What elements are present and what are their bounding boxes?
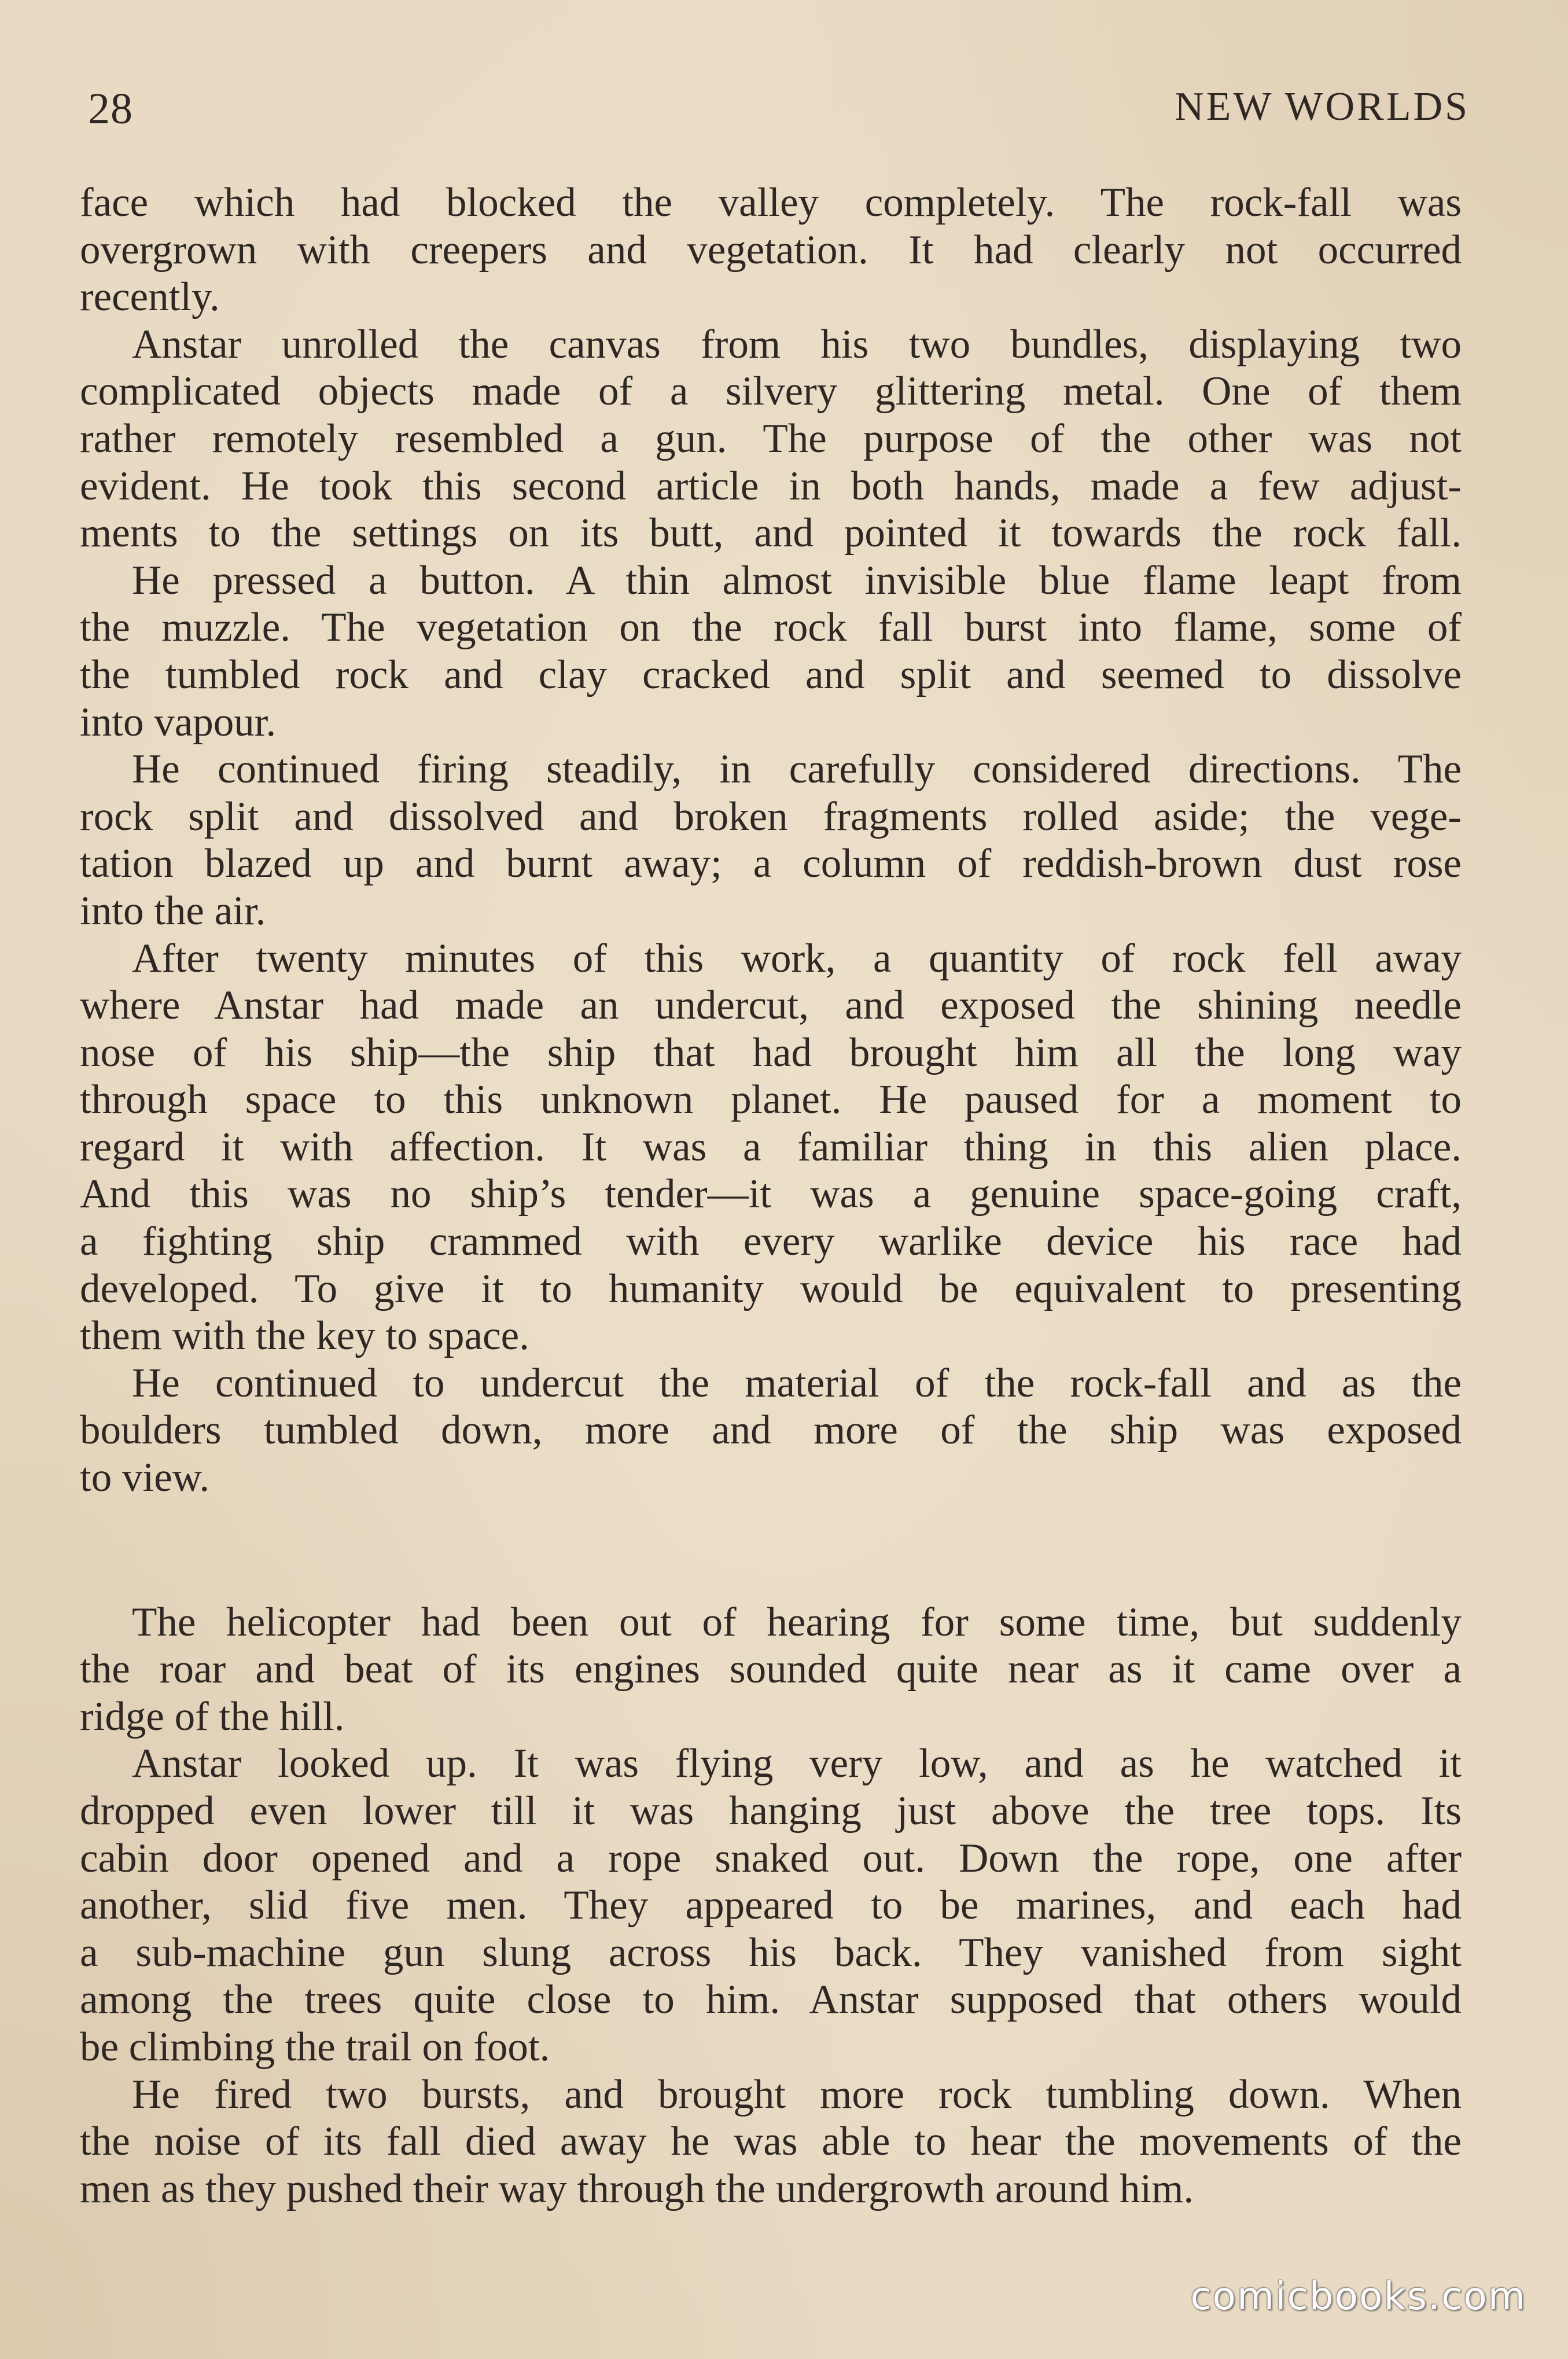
text-line: men as they pushed their way through the undergrowth around him.	[80, 2166, 1194, 2211]
text-line: another, slid five men. They appeared to be marines, and each had	[80, 1883, 1462, 1928]
text-line: be climbing the trail on foot.	[80, 2024, 550, 2070]
text-line: a sub-machine gun slung across his back. They vanished from sight	[80, 1930, 1462, 1975]
text-line: He continued to undercut the material of the rock-fall and as the	[132, 1360, 1462, 1406]
text-line: rather remotely resembled a gun. The purpose of the other was not	[80, 416, 1462, 461]
text-line: among the trees quite close to him. Anstar supposed that others would	[80, 1977, 1462, 2023]
text-line: evident. He took this second article in both hands, made a few adjust-	[80, 463, 1462, 509]
text-line: rock split and dissolved and broken fragments rolled aside; the vege-	[80, 793, 1462, 839]
text-line: cabin door opened and a rope snaked out. Down the rope, one after	[80, 1835, 1462, 1881]
text-line: complicated objects made of a silvery glittering metal. One of them	[80, 369, 1462, 414]
text-line: the noise of its fall died away he was able to hear the movements of the	[80, 2119, 1462, 2165]
text-line: ridge of the hill.	[80, 1693, 345, 1739]
body-text	[80, 179, 1462, 2213]
text-line: to view.	[80, 1455, 210, 1501]
text-line: regard it with affection. It was a familiar thing in this alien place.	[80, 1124, 1462, 1170]
text-line: After twenty minutes of this work, a quantity of rock fell away	[132, 935, 1462, 981]
text-line: where Anstar had made an undercut, and exposed the shining needle	[80, 983, 1462, 1028]
text-line: a fighting ship crammed with every warlike device his race had	[80, 1219, 1462, 1265]
text-line: into the air.	[80, 888, 266, 934]
text-line: He fired two bursts, and brought more rock tumbling down. When	[132, 2071, 1462, 2117]
running-title: NEW WORLDS	[1175, 84, 1470, 129]
text-line: dropped even lower till it was hanging just above the tree tops. Its	[80, 1788, 1462, 1833]
watermark: comicbooks.com	[1190, 2274, 1526, 2318]
text-line: Anstar looked up. It was flying very low, and as he watched it	[132, 1741, 1462, 1787]
text-line: boulders tumbled down, more and more of the ship was exposed	[80, 1408, 1462, 1453]
text-line: He pressed a button. A thin almost invisible blue flame leapt from	[132, 557, 1462, 603]
text-line: overgrown with creepers and vegetation. It had clearly not occurred	[80, 227, 1462, 273]
text-line: the tumbled rock and clay cracked and split and seemed to dissolve	[80, 652, 1462, 697]
text-line: them with the key to space.	[80, 1313, 529, 1359]
text-line: developed. To give it to humanity would be equivalent to presenting	[80, 1266, 1462, 1311]
text-line: face which had blocked the valley completely. The rock-fall was	[80, 180, 1462, 225]
text-line: through space to this unknown planet. He paused for a moment to	[80, 1077, 1462, 1123]
running-head	[88, 84, 1470, 148]
text-line: into vapour.	[80, 699, 277, 745]
text-line: the muzzle. The vegetation on the rock fall burst into flame, some of	[80, 605, 1462, 651]
text-line: nose of his ship—the ship that had brought him all the long way	[80, 1030, 1462, 1075]
text-line: He continued firing steadily, in carefully considered directions. The	[132, 747, 1462, 792]
text-line: And this was no ship’s tender—it was a genuine space-going craft,	[80, 1171, 1462, 1217]
section-break	[80, 1502, 1462, 1599]
text-line: ments to the settings on its butt, and pointed it towards the rock fall.	[80, 510, 1462, 556]
text-line: The helicopter had been out of hearing for some time, but suddenly	[132, 1599, 1462, 1645]
text-line: tation blazed up and burnt away; a column of reddish-brown dust rose	[80, 841, 1462, 887]
text-line: recently.	[80, 274, 220, 320]
text-line: the roar and beat of its engines sounded quite near as it came over a	[80, 1647, 1462, 1692]
page-number: 28	[88, 84, 133, 133]
text-line: Anstar unrolled the canvas from his two bundles, displaying two	[132, 321, 1462, 367]
